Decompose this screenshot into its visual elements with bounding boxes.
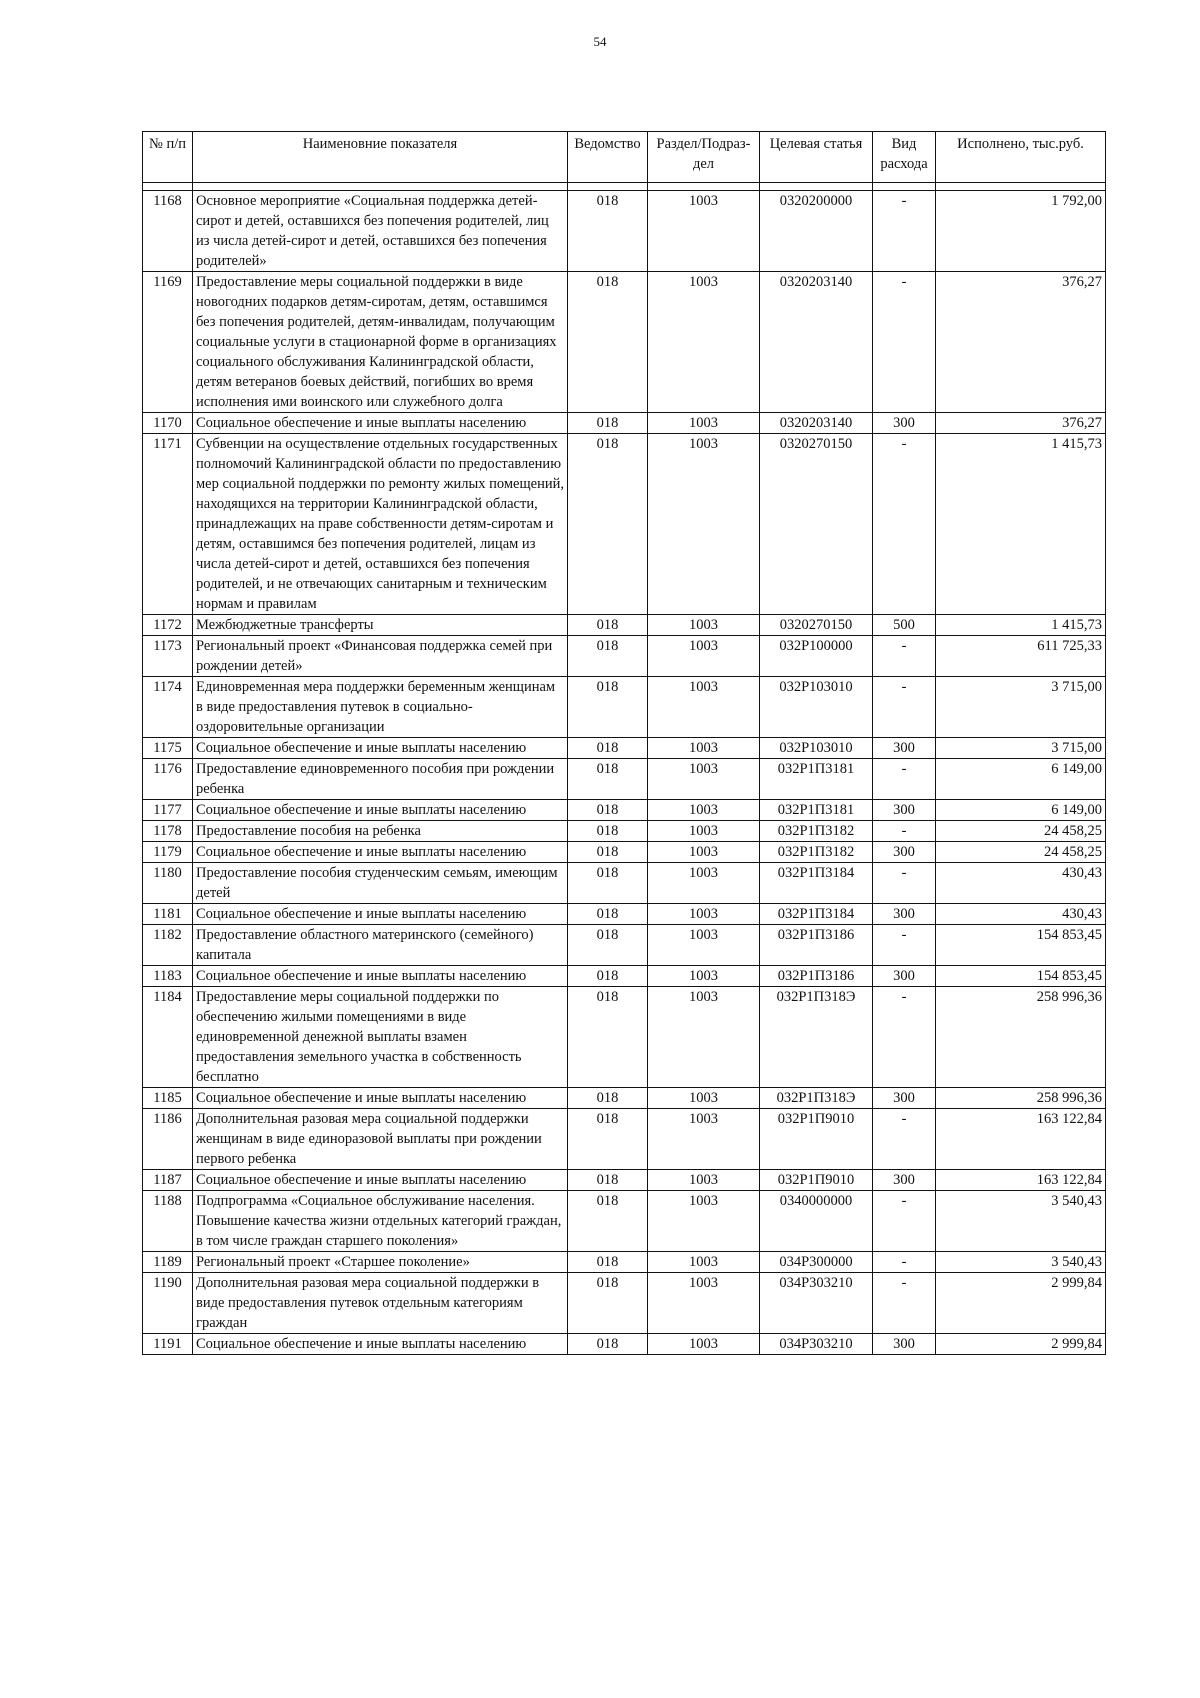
cell-dept: 018: [568, 1252, 648, 1273]
cell-num: 1177: [143, 800, 193, 821]
table-row: [143, 1334, 1106, 1355]
cell-dept: 018: [568, 1334, 648, 1355]
cell-section: 1003: [648, 191, 760, 272]
cell-amount: 258 996,36: [936, 987, 1106, 1088]
cell-name: Основное мероприятие «Социальная поддержка детей-сирот и детей, оставшихся без попечения родителей, лиц из числа детей-сирот и детей, оставшихся без попечения родителей»: [193, 191, 568, 272]
cell-name: Субвенции на осуществление отдельных государственных полномочий Калининградской области по предоставлению мер социальной поддержки по ремонту жилых помещений, находящихся на территории Калининградской области, принадлежащих на праве собственности детям-сиротам и детям, оставшимся без попечения родителей, лицам из числа детей-сирот и детей, оставшихся без попечения родителей, и не отвечающих санитарным и техническим нормам и правилам: [193, 434, 568, 615]
cell-type: -: [873, 863, 936, 904]
cell-num: 1190: [143, 1273, 193, 1334]
cell-target: 032P1П3182: [760, 821, 873, 842]
header-spacer-row: [143, 183, 1106, 191]
cell-section: 1003: [648, 636, 760, 677]
cell-num: 1189: [143, 1252, 193, 1273]
cell-target: 032P1П3181: [760, 800, 873, 821]
cell-dept: 018: [568, 1170, 648, 1191]
cell-type: -: [873, 925, 936, 966]
header-target: Целевая статья: [760, 132, 873, 183]
cell-target: 034P303210: [760, 1273, 873, 1334]
cell-num: 1181: [143, 904, 193, 925]
cell-target: 032P103010: [760, 738, 873, 759]
cell-type: 300: [873, 413, 936, 434]
table-row: [143, 738, 1106, 759]
table-row: [143, 1252, 1106, 1273]
cell-dept: 018: [568, 800, 648, 821]
cell-target: 034P303210: [760, 1334, 873, 1355]
cell-section: 1003: [648, 966, 760, 987]
cell-target: 032P1П9010: [760, 1109, 873, 1170]
table-row: [143, 1191, 1106, 1252]
cell-amount: 154 853,45: [936, 966, 1106, 987]
cell-amount: 163 122,84: [936, 1109, 1106, 1170]
cell-num: 1182: [143, 925, 193, 966]
table-row: [143, 434, 1106, 615]
table-row: [143, 272, 1106, 413]
header-name: Наименовние показателя: [193, 132, 568, 183]
cell-amount: 6 149,00: [936, 759, 1106, 800]
cell-name: Предоставление меры социальной поддержки в виде новогодних подарков детям-сиротам, детям, оставшимся без попечения родителей, детям-инвалидам, получающим социальные услуги в стационарной форме в организациях социального обслуживания Калининградской области, детям ветеранов боевых действий, погибших во время исполнения ими воинского или служебного долга: [193, 272, 568, 413]
cell-num: 1179: [143, 842, 193, 863]
cell-target: 0340000000: [760, 1191, 873, 1252]
cell-section: 1003: [648, 1273, 760, 1334]
table-row: [143, 966, 1106, 987]
cell-section: 1003: [648, 800, 760, 821]
cell-target: 032P1П3186: [760, 925, 873, 966]
cell-type: 300: [873, 966, 936, 987]
table-row: [143, 1170, 1106, 1191]
cell-type: -: [873, 1252, 936, 1273]
header-num: № п/п: [143, 132, 193, 183]
cell-amount: 24 458,25: [936, 842, 1106, 863]
cell-amount: 154 853,45: [936, 925, 1106, 966]
cell-num: 1171: [143, 434, 193, 615]
header-dept: Ведомство: [568, 132, 648, 183]
budget-table: [142, 131, 1106, 1355]
cell-name: Подпрограмма «Социальное обслуживание населения. Повышение качества жизни отдельных категорий граждан, в том числе граждан старшего поколения»: [193, 1191, 568, 1252]
cell-amount: 376,27: [936, 413, 1106, 434]
cell-name: Социальное обеспечение и иные выплаты населению: [193, 800, 568, 821]
cell-target: 032P103010: [760, 677, 873, 738]
cell-num: 1175: [143, 738, 193, 759]
cell-dept: 018: [568, 842, 648, 863]
cell-num: 1170: [143, 413, 193, 434]
table-row: [143, 987, 1106, 1088]
cell-section: 1003: [648, 1334, 760, 1355]
table-row: [143, 863, 1106, 904]
cell-dept: 018: [568, 904, 648, 925]
header-section: Раздел/Подраз-дел: [648, 132, 760, 183]
cell-dept: 018: [568, 191, 648, 272]
cell-amount: 611 725,33: [936, 636, 1106, 677]
table-body: [143, 183, 1106, 1355]
page-number: 54: [593, 34, 607, 49]
cell-name: Социальное обеспечение и иные выплаты населению: [193, 1088, 568, 1109]
cell-target: 0320200000: [760, 191, 873, 272]
cell-section: 1003: [648, 434, 760, 615]
cell-section: 1003: [648, 738, 760, 759]
cell-amount: 1 792,00: [936, 191, 1106, 272]
cell-amount: 3 715,00: [936, 677, 1106, 738]
cell-num: 1173: [143, 636, 193, 677]
cell-name: Предоставление областного материнского (семейного) капитала: [193, 925, 568, 966]
cell-dept: 018: [568, 413, 648, 434]
cell-section: 1003: [648, 904, 760, 925]
cell-amount: 430,43: [936, 863, 1106, 904]
cell-name: Социальное обеспечение и иные выплаты населению: [193, 842, 568, 863]
cell-target: 0320203140: [760, 413, 873, 434]
cell-section: 1003: [648, 759, 760, 800]
cell-dept: 018: [568, 987, 648, 1088]
cell-type: -: [873, 434, 936, 615]
table-row: [143, 904, 1106, 925]
table-row: [143, 759, 1106, 800]
cell-type: 300: [873, 738, 936, 759]
cell-name: Предоставление единовременного пособия при рождении ребенка: [193, 759, 568, 800]
cell-section: 1003: [648, 821, 760, 842]
cell-type: 300: [873, 1170, 936, 1191]
cell-dept: 018: [568, 1273, 648, 1334]
cell-type: -: [873, 677, 936, 738]
cell-dept: 018: [568, 821, 648, 842]
cell-name: Социальное обеспечение и иные выплаты населению: [193, 1334, 568, 1355]
cell-section: 1003: [648, 677, 760, 738]
cell-dept: 018: [568, 1088, 648, 1109]
cell-target: 032P1П318Э: [760, 987, 873, 1088]
cell-type: 500: [873, 615, 936, 636]
table-row: [143, 842, 1106, 863]
cell-target: 034P300000: [760, 1252, 873, 1273]
cell-amount: 3 540,43: [936, 1191, 1106, 1252]
table-row: [143, 413, 1106, 434]
cell-name: Региональный проект «Финансовая поддержка семей при рождении детей»: [193, 636, 568, 677]
cell-target: 032P1П3181: [760, 759, 873, 800]
cell-dept: 018: [568, 615, 648, 636]
cell-num: 1186: [143, 1109, 193, 1170]
cell-target: 032P1П3184: [760, 904, 873, 925]
cell-amount: 24 458,25: [936, 821, 1106, 842]
cell-target: 0320203140: [760, 272, 873, 413]
cell-section: 1003: [648, 413, 760, 434]
cell-section: 1003: [648, 1252, 760, 1273]
table-header: [143, 132, 1106, 183]
cell-amount: 258 996,36: [936, 1088, 1106, 1109]
cell-name: Предоставление пособия студенческим семьям, имеющим детей: [193, 863, 568, 904]
cell-num: 1180: [143, 863, 193, 904]
cell-num: 1188: [143, 1191, 193, 1252]
header-row: [143, 132, 1106, 183]
cell-name: Социальное обеспечение и иные выплаты населению: [193, 738, 568, 759]
cell-target: 0320270150: [760, 434, 873, 615]
cell-section: 1003: [648, 863, 760, 904]
header-amount: Исполнено, тыс.руб.: [936, 132, 1106, 183]
cell-name: Предоставление пособия на ребенка: [193, 821, 568, 842]
cell-target: 032P1П318Э: [760, 1088, 873, 1109]
cell-amount: 376,27: [936, 272, 1106, 413]
cell-type: -: [873, 272, 936, 413]
cell-amount: 430,43: [936, 904, 1106, 925]
cell-name: Региональный проект «Старшее поколение»: [193, 1252, 568, 1273]
cell-num: 1183: [143, 966, 193, 987]
cell-num: 1184: [143, 987, 193, 1088]
cell-name: Единовременная мера поддержки беременным женщинам в виде предоставления путевок в социально-оздоровительные организации: [193, 677, 568, 738]
cell-section: 1003: [648, 615, 760, 636]
cell-type: -: [873, 191, 936, 272]
cell-name: Социальное обеспечение и иные выплаты населению: [193, 1170, 568, 1191]
table-row: [143, 677, 1106, 738]
cell-section: 1003: [648, 1109, 760, 1170]
cell-num: 1178: [143, 821, 193, 842]
cell-amount: 3 715,00: [936, 738, 1106, 759]
cell-name: Социальное обеспечение и иные выплаты населению: [193, 904, 568, 925]
table-row: [143, 636, 1106, 677]
cell-amount: 2 999,84: [936, 1273, 1106, 1334]
cell-dept: 018: [568, 863, 648, 904]
cell-name: Межбюджетные трансферты: [193, 615, 568, 636]
cell-dept: 018: [568, 434, 648, 615]
header-type: Вид расхода: [873, 132, 936, 183]
cell-dept: 018: [568, 966, 648, 987]
cell-dept: 018: [568, 759, 648, 800]
cell-target: 032P1П3184: [760, 863, 873, 904]
cell-num: 1191: [143, 1334, 193, 1355]
cell-name: Дополнительная разовая мера социальной поддержки женщинам в виде единоразовой выплаты при рождении первого ребенка: [193, 1109, 568, 1170]
cell-name: Предоставление меры социальной поддержки по обеспечению жилыми помещениями в виде единовременной денежной выплаты взамен предоставления земельного участка в собственность бесплатно: [193, 987, 568, 1088]
cell-num: 1169: [143, 272, 193, 413]
cell-target: 032P100000: [760, 636, 873, 677]
cell-name: Социальное обеспечение и иные выплаты населению: [193, 413, 568, 434]
cell-type: 300: [873, 1334, 936, 1355]
cell-num: 1168: [143, 191, 193, 272]
table-row: [143, 1088, 1106, 1109]
cell-dept: 018: [568, 677, 648, 738]
cell-dept: 018: [568, 738, 648, 759]
table-row: [143, 925, 1106, 966]
cell-amount: 1 415,73: [936, 615, 1106, 636]
cell-target: 032P1П3186: [760, 966, 873, 987]
table-row: [143, 821, 1106, 842]
cell-target: 0320270150: [760, 615, 873, 636]
cell-amount: 6 149,00: [936, 800, 1106, 821]
cell-type: 300: [873, 800, 936, 821]
cell-type: -: [873, 987, 936, 1088]
cell-target: 032P1П3182: [760, 842, 873, 863]
cell-type: -: [873, 759, 936, 800]
cell-num: 1187: [143, 1170, 193, 1191]
table-row: [143, 615, 1106, 636]
cell-type: -: [873, 1109, 936, 1170]
cell-num: 1174: [143, 677, 193, 738]
cell-amount: 3 540,43: [936, 1252, 1106, 1273]
cell-type: -: [873, 821, 936, 842]
cell-type: -: [873, 1191, 936, 1252]
table-row: [143, 1109, 1106, 1170]
cell-amount: 2 999,84: [936, 1334, 1106, 1355]
cell-type: 300: [873, 842, 936, 863]
cell-dept: 018: [568, 925, 648, 966]
cell-section: 1003: [648, 987, 760, 1088]
cell-num: 1185: [143, 1088, 193, 1109]
cell-num: 1172: [143, 615, 193, 636]
cell-amount: 1 415,73: [936, 434, 1106, 615]
cell-target: 032P1П9010: [760, 1170, 873, 1191]
table-row: [143, 191, 1106, 272]
cell-type: -: [873, 636, 936, 677]
cell-amount: 163 122,84: [936, 1170, 1106, 1191]
cell-num: 1176: [143, 759, 193, 800]
cell-section: 1003: [648, 272, 760, 413]
table-row: [143, 1273, 1106, 1334]
cell-type: -: [873, 1273, 936, 1334]
table-row: [143, 800, 1106, 821]
cell-type: 300: [873, 1088, 936, 1109]
cell-dept: 018: [568, 636, 648, 677]
cell-section: 1003: [648, 1191, 760, 1252]
cell-dept: 018: [568, 272, 648, 413]
cell-section: 1003: [648, 925, 760, 966]
cell-type: 300: [873, 904, 936, 925]
cell-section: 1003: [648, 1170, 760, 1191]
cell-name: Социальное обеспечение и иные выплаты населению: [193, 966, 568, 987]
cell-dept: 018: [568, 1191, 648, 1252]
cell-section: 1003: [648, 842, 760, 863]
cell-section: 1003: [648, 1088, 760, 1109]
cell-name: Дополнительная разовая мера социальной поддержки в виде предоставления путевок отдельным категориям граждан: [193, 1273, 568, 1334]
cell-dept: 018: [568, 1109, 648, 1170]
